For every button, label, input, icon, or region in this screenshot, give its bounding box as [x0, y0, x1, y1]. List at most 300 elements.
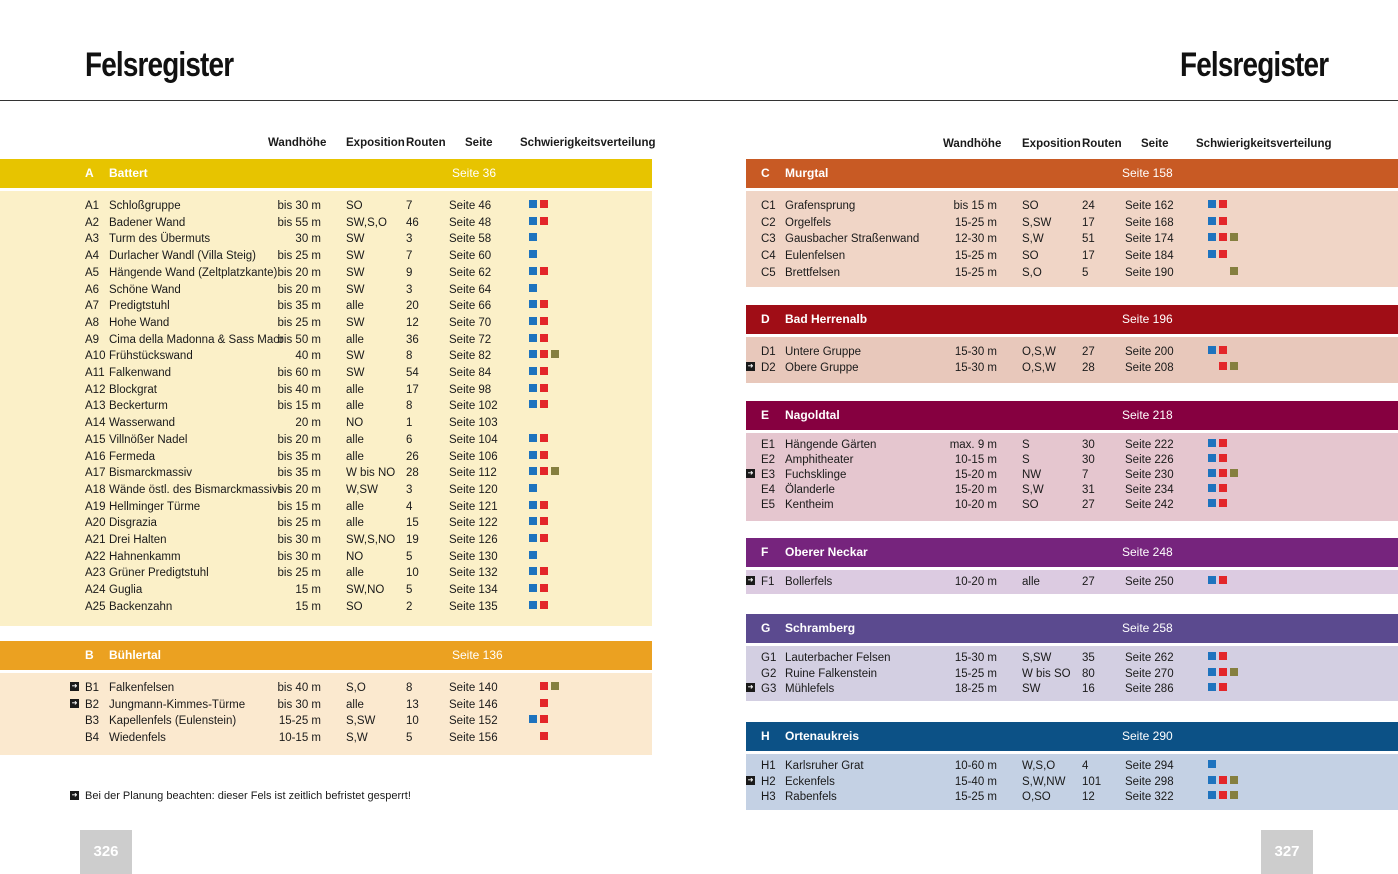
difficulty-red-square	[540, 467, 548, 475]
rock-routes: 36	[406, 333, 419, 346]
rock-height: bis 20 m	[277, 483, 321, 496]
table-row	[746, 668, 1398, 684]
section-header-h	[746, 722, 1398, 751]
section-header-g	[746, 614, 1398, 643]
rock-page: Seite 103	[449, 417, 498, 430]
rock-name: Rabenfels	[785, 791, 837, 803]
rock-routes: 31	[1082, 484, 1095, 496]
rock-id: A8	[85, 316, 100, 329]
rock-exposition: alle	[346, 698, 364, 711]
difficulty-blue-square	[1208, 469, 1216, 477]
rock-id: A13	[85, 400, 106, 413]
rock-exposition: NO	[346, 550, 364, 563]
rock-routes: 101	[1082, 775, 1102, 788]
rock-page: Seite 102	[449, 400, 498, 413]
rock-id: B2	[85, 698, 100, 711]
rock-page: Seite 322	[1125, 791, 1174, 803]
rock-routes: 12	[1082, 791, 1095, 803]
difficulty-red-square	[540, 267, 548, 275]
difficulty-blue-square	[1208, 791, 1216, 799]
rock-exposition: S	[1022, 454, 1030, 466]
rock-id: A9	[85, 333, 100, 346]
difficulty-distribution	[1208, 346, 1248, 356]
rock-id: A10	[85, 350, 106, 363]
table-row	[0, 384, 652, 400]
rock-id: A5	[85, 266, 100, 279]
rock-page: Seite 66	[449, 300, 492, 313]
difficulty-distribution	[529, 250, 569, 260]
difficulty-distribution	[529, 217, 569, 227]
difficulty-blue-square	[529, 317, 537, 325]
table-row	[0, 517, 652, 533]
rock-id: F1	[761, 576, 775, 588]
table-row	[0, 334, 652, 350]
rock-name: Grüner Predigtstuhl	[109, 567, 209, 580]
rock-routes: 20	[406, 300, 419, 313]
rock-page: Seite 184	[1125, 250, 1174, 263]
rock-name: Grafensprung	[785, 200, 856, 212]
rock-routes: 17	[406, 383, 419, 396]
rock-id: E3	[761, 469, 776, 481]
rock-routes: 80	[1082, 667, 1095, 680]
difficulty-red-square	[540, 384, 548, 392]
difficulty-blue-square	[529, 501, 537, 509]
difficulty-distribution	[529, 517, 569, 527]
rock-exposition: alle	[346, 383, 364, 396]
rock-routes: 9	[406, 266, 413, 279]
table-row	[746, 652, 1398, 668]
difficulty-red-square	[1219, 776, 1227, 784]
rock-routes: 26	[406, 450, 419, 463]
rock-height: bis 20 m	[277, 283, 321, 296]
rock-name: Fuchsklinge	[785, 469, 847, 481]
rock-name: Jungmann-Kimmes-Türme	[109, 698, 246, 711]
rock-id: A11	[85, 367, 105, 379]
rock-routes: 7	[1082, 469, 1089, 481]
difficulty-distribution	[529, 267, 569, 277]
rock-name: Obere Gruppe	[785, 362, 859, 374]
rock-name: Disgrazia	[109, 517, 157, 530]
rock-height: bis 50 m	[277, 333, 321, 346]
rock-height: bis 30 m	[277, 550, 321, 563]
rock-name: Ruine Falkenstein	[785, 667, 878, 680]
difficulty-olive-square	[1230, 469, 1238, 477]
rock-id: A15	[85, 433, 106, 446]
difficulty-olive-square	[1230, 776, 1238, 784]
rock-name: Schöne Wand	[109, 283, 181, 296]
rock-routes: 12	[406, 316, 419, 329]
rock-name: Frühstückswand	[109, 350, 193, 363]
rock-height: bis 20 m	[277, 433, 321, 446]
difficulty-blue-square	[529, 200, 537, 208]
difficulty-distribution	[1208, 652, 1248, 662]
section-name: Ortenaukreis	[785, 729, 860, 743]
difficulty-red-square	[540, 334, 548, 342]
rock-exposition: O,S,W	[1022, 346, 1056, 358]
difficulty-blue-square	[529, 350, 537, 358]
section-name: Nagoldtal	[785, 408, 840, 422]
rock-name: Kapellenfels (Eulenstein)	[109, 715, 237, 728]
rock-routes: 8	[406, 350, 413, 363]
rock-id: E2	[761, 454, 776, 466]
rock-height: bis 20 m	[277, 266, 321, 279]
difficulty-olive-square	[1230, 233, 1238, 241]
rock-height: bis 35 m	[277, 467, 321, 480]
difficulty-blue-square	[1208, 454, 1216, 462]
rock-height: 15-25 m	[278, 715, 321, 728]
section-header-b	[0, 641, 652, 670]
rock-id: A2	[85, 216, 100, 229]
rock-id: H2	[761, 775, 776, 788]
difficulty-blue-square	[1208, 652, 1216, 660]
rock-exposition: S,SW	[1022, 216, 1052, 229]
rock-page: Seite 48	[449, 216, 492, 229]
rock-id: A1	[85, 200, 100, 212]
rock-exposition: alle	[1022, 576, 1040, 588]
rock-routes: 24	[1082, 200, 1095, 212]
rock-id: H3	[761, 791, 776, 803]
rock-routes: 7	[406, 250, 413, 263]
rock-id: H1	[761, 760, 776, 772]
difficulty-blue-square	[1208, 760, 1216, 768]
rock-height: bis 15 m	[277, 500, 321, 513]
rock-id: B3	[85, 715, 100, 728]
rock-height: bis 40 m	[277, 383, 321, 396]
section-page: Seite 136	[452, 648, 503, 662]
rock-routes: 8	[406, 682, 413, 694]
difficulty-red-square	[1219, 499, 1227, 507]
difficulty-red-square	[540, 434, 548, 442]
table-row	[0, 584, 652, 600]
rock-exposition: O,S,W	[1022, 362, 1056, 374]
rock-exposition: SW	[346, 266, 365, 279]
rock-height: 15-25 m	[954, 250, 997, 263]
rock-name: Villnößer Nadel	[109, 433, 188, 446]
rock-routes: 3	[406, 283, 413, 296]
rock-exposition: SO	[1022, 499, 1039, 511]
table-row	[0, 567, 652, 583]
rock-exposition: SW	[346, 350, 365, 363]
rock-name: Kentheim	[785, 499, 834, 511]
rock-routes: 27	[1082, 499, 1095, 511]
table-row	[0, 467, 652, 483]
rock-exposition: S,O	[1022, 266, 1042, 279]
rock-exposition: alle	[346, 450, 364, 463]
difficulty-red-square	[1219, 683, 1227, 691]
rock-height: bis 60 m	[277, 367, 321, 379]
rock-exposition: NW	[1022, 469, 1042, 481]
header-rule	[0, 100, 1398, 101]
rock-name: Turm des Übermuts	[109, 233, 211, 246]
difficulty-red-square	[540, 217, 548, 225]
rock-id: A14	[85, 417, 106, 430]
rock-exposition: S,W	[346, 732, 368, 745]
table-row	[746, 791, 1398, 807]
rock-height: 15 m	[295, 600, 321, 613]
difficulty-distribution	[1208, 683, 1248, 693]
rock-page: Seite 122	[449, 517, 498, 530]
rock-exposition: S	[1022, 439, 1030, 451]
rock-exposition: S,W	[1022, 233, 1044, 246]
section-letter: E	[761, 408, 770, 422]
difficulty-distribution	[529, 300, 569, 310]
difficulty-distribution	[529, 317, 569, 327]
rock-routes: 1	[406, 417, 413, 430]
rock-page: Seite 121	[449, 500, 498, 513]
rock-id: C2	[761, 216, 776, 229]
rock-routes: 6	[406, 433, 413, 446]
rock-routes: 3	[406, 483, 413, 496]
rock-page: Seite 262	[1125, 652, 1174, 664]
difficulty-distribution	[529, 682, 569, 692]
difficulty-distribution	[529, 534, 569, 544]
difficulty-red-square	[540, 601, 548, 609]
rock-routes: 27	[1082, 346, 1095, 358]
rock-name: Fermeda	[109, 450, 156, 463]
rock-routes: 35	[1082, 652, 1095, 664]
rock-page: Seite 222	[1125, 439, 1174, 451]
difficulty-blue-square	[529, 217, 537, 225]
difficulty-distribution	[1208, 499, 1248, 509]
rock-routes: 28	[406, 467, 419, 480]
difficulty-distribution	[529, 400, 569, 410]
rock-page: Seite 294	[1125, 760, 1174, 772]
rock-routes: 46	[406, 216, 419, 229]
rock-name: Hängende Wand (Zeltplatzkante)	[109, 266, 278, 279]
difficulty-olive-square	[551, 350, 559, 358]
difficulty-olive-square	[1230, 267, 1238, 275]
difficulty-red-square	[540, 451, 548, 459]
rock-height: bis 40 m	[277, 682, 321, 694]
difficulty-distribution	[1208, 233, 1248, 243]
rock-height: 15-25 m	[954, 216, 997, 229]
rock-name: Eckenfels	[785, 775, 835, 788]
rock-name: Drei Halten	[109, 534, 167, 546]
rock-page: Seite 298	[1125, 775, 1174, 788]
difficulty-blue-square	[529, 250, 537, 258]
table-row	[0, 501, 652, 517]
difficulty-red-square	[540, 300, 548, 308]
section-page: Seite 248	[1122, 545, 1173, 559]
rock-height: 15-25 m	[954, 266, 997, 279]
difficulty-blue-square	[529, 567, 537, 575]
rock-page: Seite 106	[449, 450, 498, 463]
rock-exposition: W bis NO	[346, 467, 396, 480]
rock-exposition: alle	[346, 400, 364, 413]
rock-page: Seite 126	[449, 534, 498, 546]
table-row	[746, 439, 1398, 455]
table-row	[0, 699, 652, 715]
rock-name: Guglia	[109, 584, 143, 597]
rock-name: Orgelfels	[785, 216, 832, 229]
rock-exposition: SW,NO	[346, 584, 385, 597]
rock-exposition: SO	[1022, 200, 1039, 212]
rock-page: Seite 242	[1125, 499, 1174, 511]
difficulty-distribution	[529, 384, 569, 394]
difficulty-red-square	[540, 732, 548, 740]
table-row	[0, 233, 652, 249]
difficulty-red-square	[1219, 484, 1227, 492]
rock-exposition: SW	[346, 316, 365, 329]
page-title-left: Felsregister	[85, 46, 234, 84]
difficulty-red-square	[540, 200, 548, 208]
rock-height: 18-25 m	[954, 683, 997, 695]
column-header-exposition: Exposition	[1022, 138, 1081, 150]
difficulty-olive-square	[1230, 362, 1238, 370]
table-row	[0, 350, 652, 366]
rock-page: Seite 98	[449, 383, 492, 396]
rock-routes: 51	[1082, 233, 1095, 246]
section-header-a	[0, 159, 652, 188]
rock-name: Wiedenfels	[109, 732, 166, 745]
rock-name: Wände östl. des Bismarckmassivs	[109, 483, 284, 496]
difficulty-blue-square	[529, 334, 537, 342]
section-name: Schramberg	[785, 621, 856, 635]
rock-height: 40 m	[295, 350, 321, 363]
closed-period-icon: ➜	[747, 776, 754, 784]
difficulty-red-square	[1219, 362, 1227, 370]
rock-name: Durlacher Wandl (Villa Steig)	[109, 250, 257, 263]
rock-routes: 28	[1082, 362, 1095, 374]
rock-height: bis 25 m	[277, 567, 321, 580]
difficulty-blue-square	[1208, 776, 1216, 784]
difficulty-distribution	[1208, 439, 1248, 449]
rock-page: Seite 162	[1125, 200, 1174, 212]
rock-exposition: alle	[346, 433, 364, 446]
rock-exposition: alle	[346, 300, 364, 313]
difficulty-blue-square	[529, 233, 537, 241]
rock-exposition: W,S,O	[1022, 760, 1056, 772]
table-row	[746, 346, 1398, 362]
rock-id: A7	[85, 300, 100, 313]
table-row	[746, 217, 1398, 233]
table-row	[0, 732, 652, 748]
section-page: Seite 36	[452, 166, 497, 180]
rock-page: Seite 64	[449, 283, 492, 296]
rock-page: Seite 156	[449, 732, 498, 745]
difficulty-distribution	[529, 200, 569, 210]
difficulty-distribution	[529, 434, 569, 444]
difficulty-red-square	[1219, 469, 1227, 477]
rock-exposition: S,W,NW	[1022, 775, 1066, 788]
rock-name: Amphitheater	[785, 454, 854, 466]
table-row	[746, 760, 1398, 776]
rock-exposition: NO	[346, 417, 364, 430]
difficulty-blue-square	[529, 551, 537, 559]
rock-exposition: SW,S,NO	[346, 534, 396, 546]
rock-page: Seite 82	[449, 350, 492, 363]
section-page: Seite 158	[1122, 166, 1173, 180]
rock-page: Seite 226	[1125, 454, 1174, 466]
difficulty-blue-square	[1208, 233, 1216, 241]
rock-routes: 10	[406, 567, 419, 580]
rock-id: D1	[761, 346, 776, 358]
rock-routes: 5	[406, 584, 413, 597]
table-row	[0, 250, 652, 266]
closed-period-icon: ➜	[71, 683, 78, 690]
section-name: Battert	[109, 166, 148, 180]
difficulty-distribution	[529, 350, 569, 360]
difficulty-red-square	[1219, 668, 1227, 676]
rock-id: A18	[85, 483, 106, 496]
rock-exposition: S,O	[346, 682, 366, 694]
rock-height: 10-20 m	[954, 576, 997, 588]
rock-height: 15 m	[295, 584, 321, 597]
rock-height: 15-40 m	[954, 775, 997, 788]
rock-id: A16	[85, 450, 106, 463]
table-row	[0, 484, 652, 500]
rock-id: A23	[85, 567, 106, 580]
column-header-routes: Routen	[406, 137, 446, 149]
difficulty-blue-square	[1208, 217, 1216, 225]
table-row	[746, 576, 1398, 592]
rock-page: Seite 286	[1125, 683, 1174, 695]
rock-name: Hohe Wand	[109, 316, 170, 329]
difficulty-blue-square	[1208, 683, 1216, 691]
difficulty-red-square	[540, 350, 548, 358]
rock-id: A4	[85, 250, 100, 263]
table-row	[0, 417, 652, 433]
section-page: Seite 196	[1122, 312, 1173, 326]
column-header-difficulty: Schwierigkeitsverteilung	[1196, 138, 1332, 150]
rock-id: C3	[761, 233, 776, 246]
difficulty-red-square	[540, 501, 548, 509]
rock-routes: 19	[406, 534, 419, 546]
footnote-text: Bei der Planung beachten: dieser Fels ist zeitlich befristet gesperrt!	[85, 790, 411, 802]
closed-period-icon: ➜	[747, 684, 754, 691]
difficulty-distribution	[1208, 250, 1248, 260]
rock-page: Seite 270	[1125, 667, 1174, 680]
rock-name: Backenzahn	[109, 600, 173, 613]
rock-height: bis 35 m	[277, 450, 321, 463]
rock-exposition: SO	[1022, 250, 1039, 263]
section-name: Bad Herrenalb	[785, 312, 868, 326]
difficulty-olive-square	[551, 467, 559, 475]
rock-page: Seite 234	[1125, 484, 1174, 496]
rock-name: Lauterbacher Felsen	[785, 652, 891, 664]
rock-name: Karlsruher Grat	[785, 760, 864, 772]
rock-routes: 15	[406, 517, 419, 530]
rock-page: Seite 134	[449, 584, 498, 597]
rock-exposition: O,SO	[1022, 791, 1051, 803]
rock-exposition: SW	[1022, 683, 1041, 695]
rock-height: bis 30 m	[277, 534, 321, 546]
difficulty-blue-square	[1208, 668, 1216, 676]
rock-page: Seite 132	[449, 567, 498, 580]
difficulty-olive-square	[551, 682, 559, 690]
difficulty-blue-square	[529, 484, 537, 492]
difficulty-blue-square	[529, 300, 537, 308]
rock-exposition: SO	[346, 200, 363, 212]
table-row	[0, 534, 652, 550]
difficulty-distribution	[529, 699, 569, 709]
rock-id: A12	[85, 383, 106, 396]
rock-page: Seite 120	[449, 483, 498, 496]
section-header-e	[746, 401, 1398, 430]
rock-height: 10-60 m	[954, 760, 997, 772]
rock-name: Hängende Gärten	[785, 439, 877, 451]
difficulty-blue-square	[529, 451, 537, 459]
rock-page: Seite 135	[449, 600, 498, 613]
rock-id: A22	[85, 550, 106, 563]
rock-exposition: alle	[346, 333, 364, 346]
rock-name: Bismarckmassiv	[109, 467, 193, 480]
rock-routes: 4	[1082, 760, 1089, 772]
section-name: Oberer Neckar	[785, 545, 868, 559]
rock-exposition: SO	[346, 600, 363, 613]
difficulty-distribution	[1208, 576, 1248, 586]
rock-id: A25	[85, 600, 106, 613]
